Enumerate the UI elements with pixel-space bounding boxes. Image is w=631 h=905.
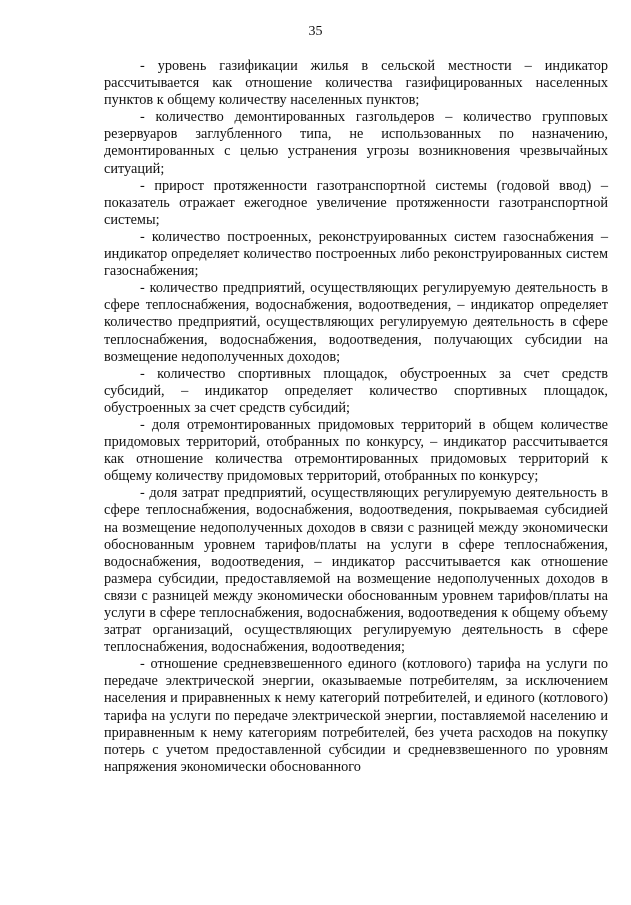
paragraph: - количество предприятий, осуществляющих регулируемую деятельность в сфере теплоснабжения, водоснабжения, водоотведения, – индикатор определяет количество предприятий, осуществляющих регулируемую деятельность в сфере теплоснабжения, водоснабжения, водоотведения, получающих субсидии на возмещение недополученных доходов;: [104, 280, 608, 365]
paragraph: - доля затрат предприятий, осуществляющих регулируемую деятельность в сфере теплоснабжения, водоснабжения, водоотведения, покрываемая субсидией на возмещение недополученных доходов в связи с разницей между экономически обоснованным уровнем тарифов/платы на услуги в сфере теплоснабжения, водоснабжения, водоотведения, – индикатор рассчитывается как отношение размера субсидии, предоставляемой на возмещение недополученных доходов в связи с разницей между экономически обоснованным уровнем тарифов/платы на услуги в сфере теплоснабжения, водоснабжения, водоотведения к общему объему затрат организаций, осуществляющих регулируемую деятельность в сфере теплоснабжения, водоснабжения, водоотведения;: [104, 485, 608, 656]
paragraph: - количество спортивных площадок, обустроенных за счет средств субсидий, – индикатор определяет количество спортивных площадок, обустроенных за счет средств субсидий;: [104, 365, 608, 416]
page-body: [104, 58, 608, 776]
paragraph: - уровень газификации жилья в сельской местности – индикатор рассчитывается как отношение количества газифицированных населенных пунктов к общему количеству населенных пунктов;: [104, 58, 608, 109]
paragraph: - доля отремонтированных придомовых территорий в общем количестве придомовых территорий, отобранных по конкурсу, – индикатор рассчитывается как отношение количества отремонтированных придомовых территорий к общему количеству придомовых территорий, отобранных по конкурсу;: [104, 416, 608, 485]
paragraph: - количество построенных, реконструированных систем газоснабжения – индикатор определяет количество построенных либо реконструированных систем газоснабжения;: [104, 228, 608, 280]
page-number: 35: [308, 24, 323, 39]
paragraph: - прирост протяженности газотранспортной системы (годовой ввод) – показатель отражает ежегодное увеличение протяженности газотранспортной системы;: [104, 177, 608, 228]
paragraph: - отношение средневзвешенного единого (котлового) тарифа на услуги по передаче электрической энергии, оказываемые потребителям, за исключением населения и приравненных к нему категорий потребителей, и единого (котлового) тарифа на услуги по передаче электрической энергии, поставляемой населению и приравненным к нему категориям потребителей, без учета расходов на покупку потерь с учетом предоставленной субсидии и средневзвешенного по уровням напряжения экономически обоснованного: [104, 656, 608, 775]
paragraph: - количество демонтированных газгольдеров – количество групповых резервуаров заглубленного типа, не использованных по назначению, демонтированных с целью устранения угрозы возникновения чрезвычайных ситуаций;: [104, 109, 608, 177]
